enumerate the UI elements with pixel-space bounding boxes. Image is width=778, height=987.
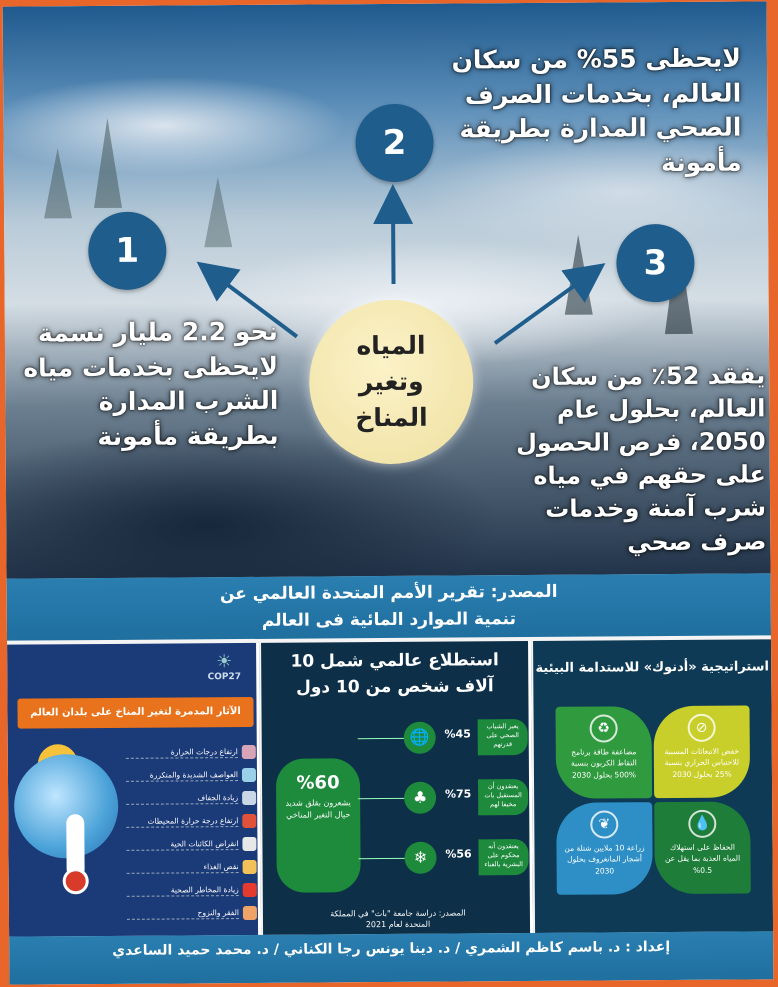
globe-icon: 🌐 bbox=[404, 722, 436, 754]
effect-row bbox=[126, 812, 256, 831]
strategy-item bbox=[654, 801, 751, 894]
strategy-item-text: خفض الانبعاثات المسببة للاحتباس الحراري بنسبة %25 بحلول 2030 bbox=[664, 746, 740, 779]
source-line-2: تنمية الموارد المائية فى العالم bbox=[261, 609, 517, 632]
plant-icon: ♣ bbox=[404, 782, 436, 814]
effect-label: ارتفاع درجات الحرارة bbox=[126, 747, 238, 759]
ocean-icon bbox=[242, 814, 256, 828]
credits-line: إعداد : د. باسم كاظم الشمري / د. دينا يونس رجا الكناني / د. محمد حميد الساعدي bbox=[112, 939, 671, 959]
fact-1-text: نحو 2.2 مليار نسمة لايحظى بخدمات مياه الشرب المدارة بطريقة مأمونة bbox=[23, 316, 279, 451]
fact-3-text: يفقد 52٪ من سكان العالم، بحلول عام 2050، فرص الحصول على حقهم في مياه شرب آمنة وخدمات صرف صحي bbox=[515, 361, 767, 556]
big-stat-badge bbox=[276, 758, 361, 893]
number-circle-1: 1 bbox=[88, 212, 167, 291]
strategy-title: استراتيجية «أدنوك» للاستدامة البيئية bbox=[535, 659, 770, 676]
effect-row bbox=[127, 904, 257, 923]
stat-percent: %56 bbox=[445, 847, 472, 861]
source-band bbox=[7, 573, 771, 640]
effect-label: العواصف الشديدة والمتكررة bbox=[126, 770, 238, 782]
big-stat-desc: يشعرون بقلق شديد حيال التغير المناخي bbox=[285, 798, 351, 820]
stat-description: يعبر الشباب الصحي على قدرتهم bbox=[478, 719, 528, 755]
number-circle-3: 3 bbox=[616, 224, 695, 303]
stat-percent: %75 bbox=[444, 787, 472, 801]
big-stat-value: %60 bbox=[296, 772, 340, 794]
number-circle-2: 2 bbox=[355, 104, 434, 183]
poverty-icon bbox=[243, 906, 257, 920]
drought-icon bbox=[242, 791, 256, 805]
food-icon bbox=[243, 860, 257, 874]
survey-source: المصدر: دراسة جامعة "باث" في المملكة المتحدة لعام 2021 bbox=[330, 908, 466, 930]
seedling-icon: ❦ bbox=[590, 810, 618, 838]
effect-label: الفقر والنزوح bbox=[127, 908, 239, 920]
strategy-item-text: الحفاظ على استهلاك المياه العذبة بما يقل عن 0.5% bbox=[664, 842, 741, 875]
arrow-to-3 bbox=[494, 273, 592, 344]
effect-row bbox=[126, 766, 256, 785]
effect-label: نقص الغذاء bbox=[127, 862, 239, 874]
hero-panel bbox=[3, 1, 771, 578]
strategy-item bbox=[555, 706, 652, 799]
center-title-circle bbox=[309, 299, 474, 464]
storm-icon bbox=[242, 768, 256, 782]
strategy-item bbox=[556, 802, 653, 895]
water-drop-icon: 💧 bbox=[688, 810, 716, 838]
fact-2-text: لايحظى 55% من سكان العالم، بخدمات الصرف الصحي المدارة بطريقة مأمونة bbox=[451, 43, 742, 177]
cop27-logo: ☀ COP27 bbox=[202, 651, 246, 681]
effect-row bbox=[126, 789, 256, 808]
effect-label: انقراض الكائنات الحية bbox=[126, 839, 238, 851]
effect-row bbox=[126, 743, 256, 762]
arrow-to-2 bbox=[393, 200, 394, 284]
survey-panel bbox=[261, 641, 533, 935]
extinction-icon bbox=[242, 837, 256, 851]
effect-row bbox=[127, 881, 257, 900]
stat-row bbox=[358, 717, 528, 758]
stat-connector-line bbox=[358, 798, 408, 799]
snowflake-icon: ❄ bbox=[404, 842, 436, 874]
carbon-icon: ♻ bbox=[590, 714, 618, 742]
stat-connector-line bbox=[358, 738, 408, 739]
center-title: المياه وتغير المناخ bbox=[355, 330, 428, 433]
infographic-poster bbox=[3, 1, 774, 984]
effect-label: زيادة الجفاف bbox=[126, 793, 238, 805]
stat-description: يعتقدون أن المستقبل بات مخيفا لهم bbox=[478, 779, 528, 815]
effect-row bbox=[126, 835, 256, 854]
stat-description: يعتقدون أنه محكوم على البشرية بالفناء bbox=[478, 839, 528, 875]
effect-label: ارتفاع درجة حرارة المحيطات bbox=[126, 816, 238, 828]
stat-percent: %45 bbox=[444, 727, 471, 741]
thermometer-icon bbox=[242, 745, 256, 759]
effect-label: زيادة المخاطر الصحية bbox=[127, 885, 239, 897]
survey-title: استطلاع عالمي شمل 10 آلاف شخص من 10 دول bbox=[290, 650, 499, 698]
adnoc-strategy-panel bbox=[533, 639, 773, 933]
stat-connector-line bbox=[359, 858, 409, 859]
cop27-logo-text: COP27 bbox=[207, 672, 242, 683]
strategy-item-text: زراعة 10 ملايين شتلة من أشجار المانغروف بحلول 2030 bbox=[564, 843, 645, 876]
stat-row bbox=[358, 837, 528, 878]
no-emissions-icon: ⊘ bbox=[688, 714, 716, 742]
health-warning-icon bbox=[243, 883, 257, 897]
strategy-item bbox=[653, 705, 750, 798]
strategy-item-text: مضاعفة طاقة برنامج التقاط الكربون بنسبة %500 بحلول 2030 bbox=[570, 747, 637, 780]
credits-band bbox=[9, 931, 773, 984]
source-line-1: المصدر: تقرير الأمم المتحدة العالمي عن bbox=[219, 581, 558, 605]
effect-row bbox=[127, 858, 257, 877]
climate-effects-panel bbox=[7, 643, 261, 937]
effects-title: الآثار المدمرة لتغير المناخ على بلدان العالم bbox=[17, 697, 253, 729]
stat-row bbox=[358, 777, 528, 818]
thermometer-bulb-icon bbox=[63, 868, 89, 894]
